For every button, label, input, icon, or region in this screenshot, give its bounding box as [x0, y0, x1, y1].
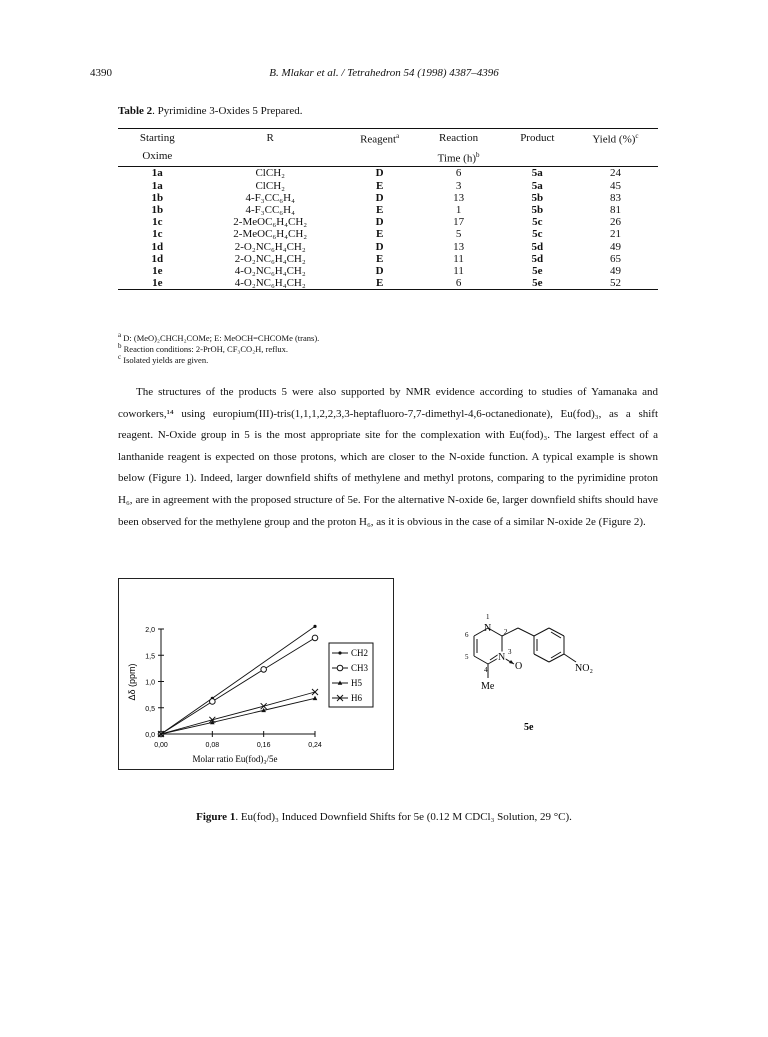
cell-time: 17 — [453, 216, 465, 229]
cell-product: 5d — [531, 240, 544, 253]
locant-1: 1 — [486, 613, 490, 621]
table-row — [118, 277, 658, 290]
table-row — [118, 216, 658, 228]
shift-chart-frame — [118, 578, 394, 770]
series-line-h6 — [161, 692, 315, 734]
cell-time: 6 — [455, 167, 462, 180]
table-row — [118, 265, 658, 277]
legend-label-ch3: CH3 — [351, 663, 369, 673]
cell-r: ClCH₂ — [255, 167, 285, 180]
cell-oxime: 1c — [152, 228, 163, 241]
cell-r: 2-O₂NC₆H₄CH₂ — [234, 240, 306, 253]
cell-product: 5b — [531, 203, 544, 216]
cell-product: 5c — [532, 216, 543, 229]
cell-oxime: 1e — [118, 277, 197, 290]
table-label: Table 2 — [118, 105, 153, 117]
header-time: Time $(h)^b$ — [415, 148, 501, 167]
cell-oxime: 1a — [151, 179, 163, 192]
locant-3: 3 — [508, 648, 512, 656]
x-tick-label: 0,16 — [256, 742, 271, 749]
atom-n1: N — [484, 623, 492, 634]
header-reagent: Reagent$^a$ — [344, 129, 416, 148]
cell-time: 1 — [455, 203, 462, 216]
x-tick-label: 0,08 — [205, 742, 220, 749]
cell-r: 4-O₂NC₆H₄CH₂ — [197, 277, 344, 290]
cell-reagent: E — [375, 228, 384, 241]
locant-6: 6 — [465, 631, 469, 639]
legend-label-ch2: CH2 — [351, 648, 369, 658]
locant-5: 5 — [465, 653, 469, 661]
cell-product: 5c — [532, 228, 543, 241]
cell-r: 4-F₃CC₆H₄ — [245, 191, 295, 204]
cell-r: 4-F₃CC₆H₄ — [245, 203, 295, 216]
table-title-text: . Pyrimidine 3-Oxides 5 Prepared. — [152, 105, 303, 117]
footnote-c: $^c$ Isolated yields are given. — [118, 353, 209, 365]
cell-r: 2-MeOC₆H₄CH₂ — [233, 216, 308, 229]
cell-time: 13 — [453, 191, 465, 204]
cell-oxime: 1b — [151, 203, 164, 216]
cell-yield: 45 — [609, 179, 621, 192]
y-tick-label: 1,5 — [145, 653, 155, 661]
data-point-ch3 — [312, 635, 318, 641]
table-row — [118, 192, 658, 204]
cell-reagent: D — [375, 216, 384, 229]
y-tick-label: 0,0 — [145, 732, 155, 739]
structure-5e — [440, 598, 640, 758]
cell-reagent: D — [375, 240, 384, 253]
table-row — [118, 241, 658, 253]
atom-o: O — [515, 661, 523, 672]
cell-oxime: 1a — [151, 167, 163, 180]
data-point-h5 — [313, 696, 318, 700]
footnote-a: $^a$ D: (MeO)₂CHCH₂COMe; E: MeOCH=CHCOMe (trans). — [118, 331, 320, 343]
cell-yield: 65 — [609, 252, 621, 265]
pyrimidine-oxides-table — [118, 128, 658, 290]
y-tick-label: 1,0 — [145, 679, 155, 687]
x-tick-label: 0,00 — [154, 742, 168, 749]
cell-product: 5a — [531, 179, 543, 192]
cell-yield: 49 — [609, 264, 621, 277]
cell-r: 4-O₂NC₆H₄CH₂ — [234, 264, 306, 277]
body-paragraph: The structures of the products 5 were also supported by NMR evidence according to studies of Yamanaka and coworkers,¹⁴ using europium(III)-tris(1,1,1,2,2,3,3-heptafluoro-7,7-dimethyl-4,6-octanedionate), Eu(fod)₃, as a shift reagent. N-Oxide group in 5 is the most appropriate site for the complexation with Eu(fod)₃. The largest effect of a lanthanide reagent is expected on those protons, which are closer to the N-oxide function. A typical example is shown below (Figure 1). Indeed, larger downfield shifts of methylene and methyl protons, comparing to the pyrimidine proton H₆, are in agreement with the proposed structure of 5e. For the alternative N-oxide 6e, larger downfield shifts should have been observed for the methylene group and the proton H₆, as it is obvious in the case of a similar N-oxide 2e (Figure 2). — [118, 386, 658, 528]
cell-oxime: 1e — [152, 264, 163, 277]
series-line-ch3 — [161, 638, 315, 734]
series-line-h5 — [161, 698, 315, 734]
cell-time: 3 — [455, 179, 462, 192]
footnote-b: $^b$ Reaction conditions: 2-PrOH, CF₃CO₂H, reflux. — [118, 342, 288, 354]
atom-me: Me — [481, 681, 495, 692]
cell-reagent: D — [375, 167, 384, 180]
cell-yield: 52 — [573, 277, 658, 290]
shift-chart — [119, 579, 393, 769]
running-citation: B. Mlakar et al. / Tetrahedron 54 (1998) 4387–4396 — [269, 67, 499, 79]
cell-time: 11 — [453, 252, 464, 265]
y-tick-label: 2,0 — [145, 627, 155, 634]
cell-time: 11 — [453, 264, 464, 277]
cell-yield: 24 — [609, 167, 621, 180]
cell-time: 5 — [455, 228, 462, 241]
cell-yield: 49 — [609, 240, 621, 253]
table-row — [118, 167, 658, 180]
x-tick-label: 0,24 — [308, 742, 322, 749]
locant-2: 2 — [504, 628, 508, 636]
data-point-h6 — [312, 689, 318, 695]
table-row — [118, 204, 658, 216]
cell-reagent: D — [375, 264, 384, 277]
header-starting: Starting — [118, 129, 197, 148]
cell-oxime: 1c — [152, 216, 163, 229]
data-point-ch3 — [210, 699, 216, 705]
table-row — [118, 228, 658, 240]
structure-drawing — [440, 598, 640, 758]
series-line-ch2 — [161, 626, 315, 734]
header-product: Product — [502, 129, 573, 148]
legend-marker-ch3 — [337, 665, 343, 671]
figure-caption-text: . Eu(fod)₃ Induced Downfield Shifts for 5e (0.12 M CDCl₃ Solution, 29 °C). — [235, 811, 572, 823]
header-oxime: Oxime — [118, 148, 197, 167]
cell-yield: 81 — [609, 203, 621, 216]
cell-yield: 83 — [609, 191, 621, 204]
data-point-ch2 — [313, 625, 316, 628]
y-axis-label: Δδ (ppm) — [127, 663, 137, 701]
cell-oxime: 1d — [151, 240, 164, 253]
legend-label-h6: H6 — [351, 693, 362, 703]
cell-product: 5a — [531, 167, 543, 180]
table-body — [118, 167, 658, 290]
legend-label-h5: H5 — [351, 678, 362, 688]
y-tick-label: 0,5 — [145, 705, 155, 713]
page-number: 4390 — [90, 67, 112, 79]
figure-caption — [0, 811, 768, 823]
cell-product: 5e — [532, 264, 543, 277]
cell-oxime: 1b — [151, 191, 164, 204]
cell-reagent: E — [375, 203, 384, 216]
cell-time: 6 — [415, 277, 501, 290]
cell-time: 13 — [453, 240, 465, 253]
cell-product: 5b — [531, 191, 544, 204]
header-reaction: Reaction — [415, 129, 501, 148]
cell-r: 2-O₂NC₆H₄CH₂ — [234, 252, 306, 265]
cell-r: ClCH₂ — [255, 179, 285, 192]
locant-4: 4 — [484, 666, 488, 674]
cell-r: 2-MeOC₆H₄CH₂ — [233, 228, 308, 241]
header-yield: Yield (%)$^c$ — [573, 129, 658, 148]
cell-reagent: E — [375, 179, 384, 192]
cell-product: 5d — [531, 252, 544, 265]
table-title — [118, 105, 302, 117]
cell-yield: 26 — [609, 216, 621, 229]
atom-no2: NO₂ — [575, 663, 593, 674]
compound-label: 5e — [524, 722, 534, 733]
legend-marker-ch2 — [338, 651, 341, 654]
table-row — [118, 253, 658, 265]
cell-product: 5e — [502, 277, 573, 290]
header-r: R — [197, 129, 344, 148]
cell-reagent: E — [344, 277, 416, 290]
legend — [329, 643, 373, 707]
cell-oxime: 1d — [151, 252, 164, 265]
cell-reagent: D — [375, 191, 384, 204]
cell-reagent: E — [375, 252, 384, 265]
data-point-ch3 — [261, 667, 267, 673]
x-axis-label: Molar ratio Eu(fod)₃/5e — [192, 754, 278, 764]
figure-label: Figure 1 — [196, 811, 236, 823]
cell-yield: 21 — [609, 228, 621, 241]
atom-n3: N — [498, 652, 506, 663]
table-row — [118, 180, 658, 192]
